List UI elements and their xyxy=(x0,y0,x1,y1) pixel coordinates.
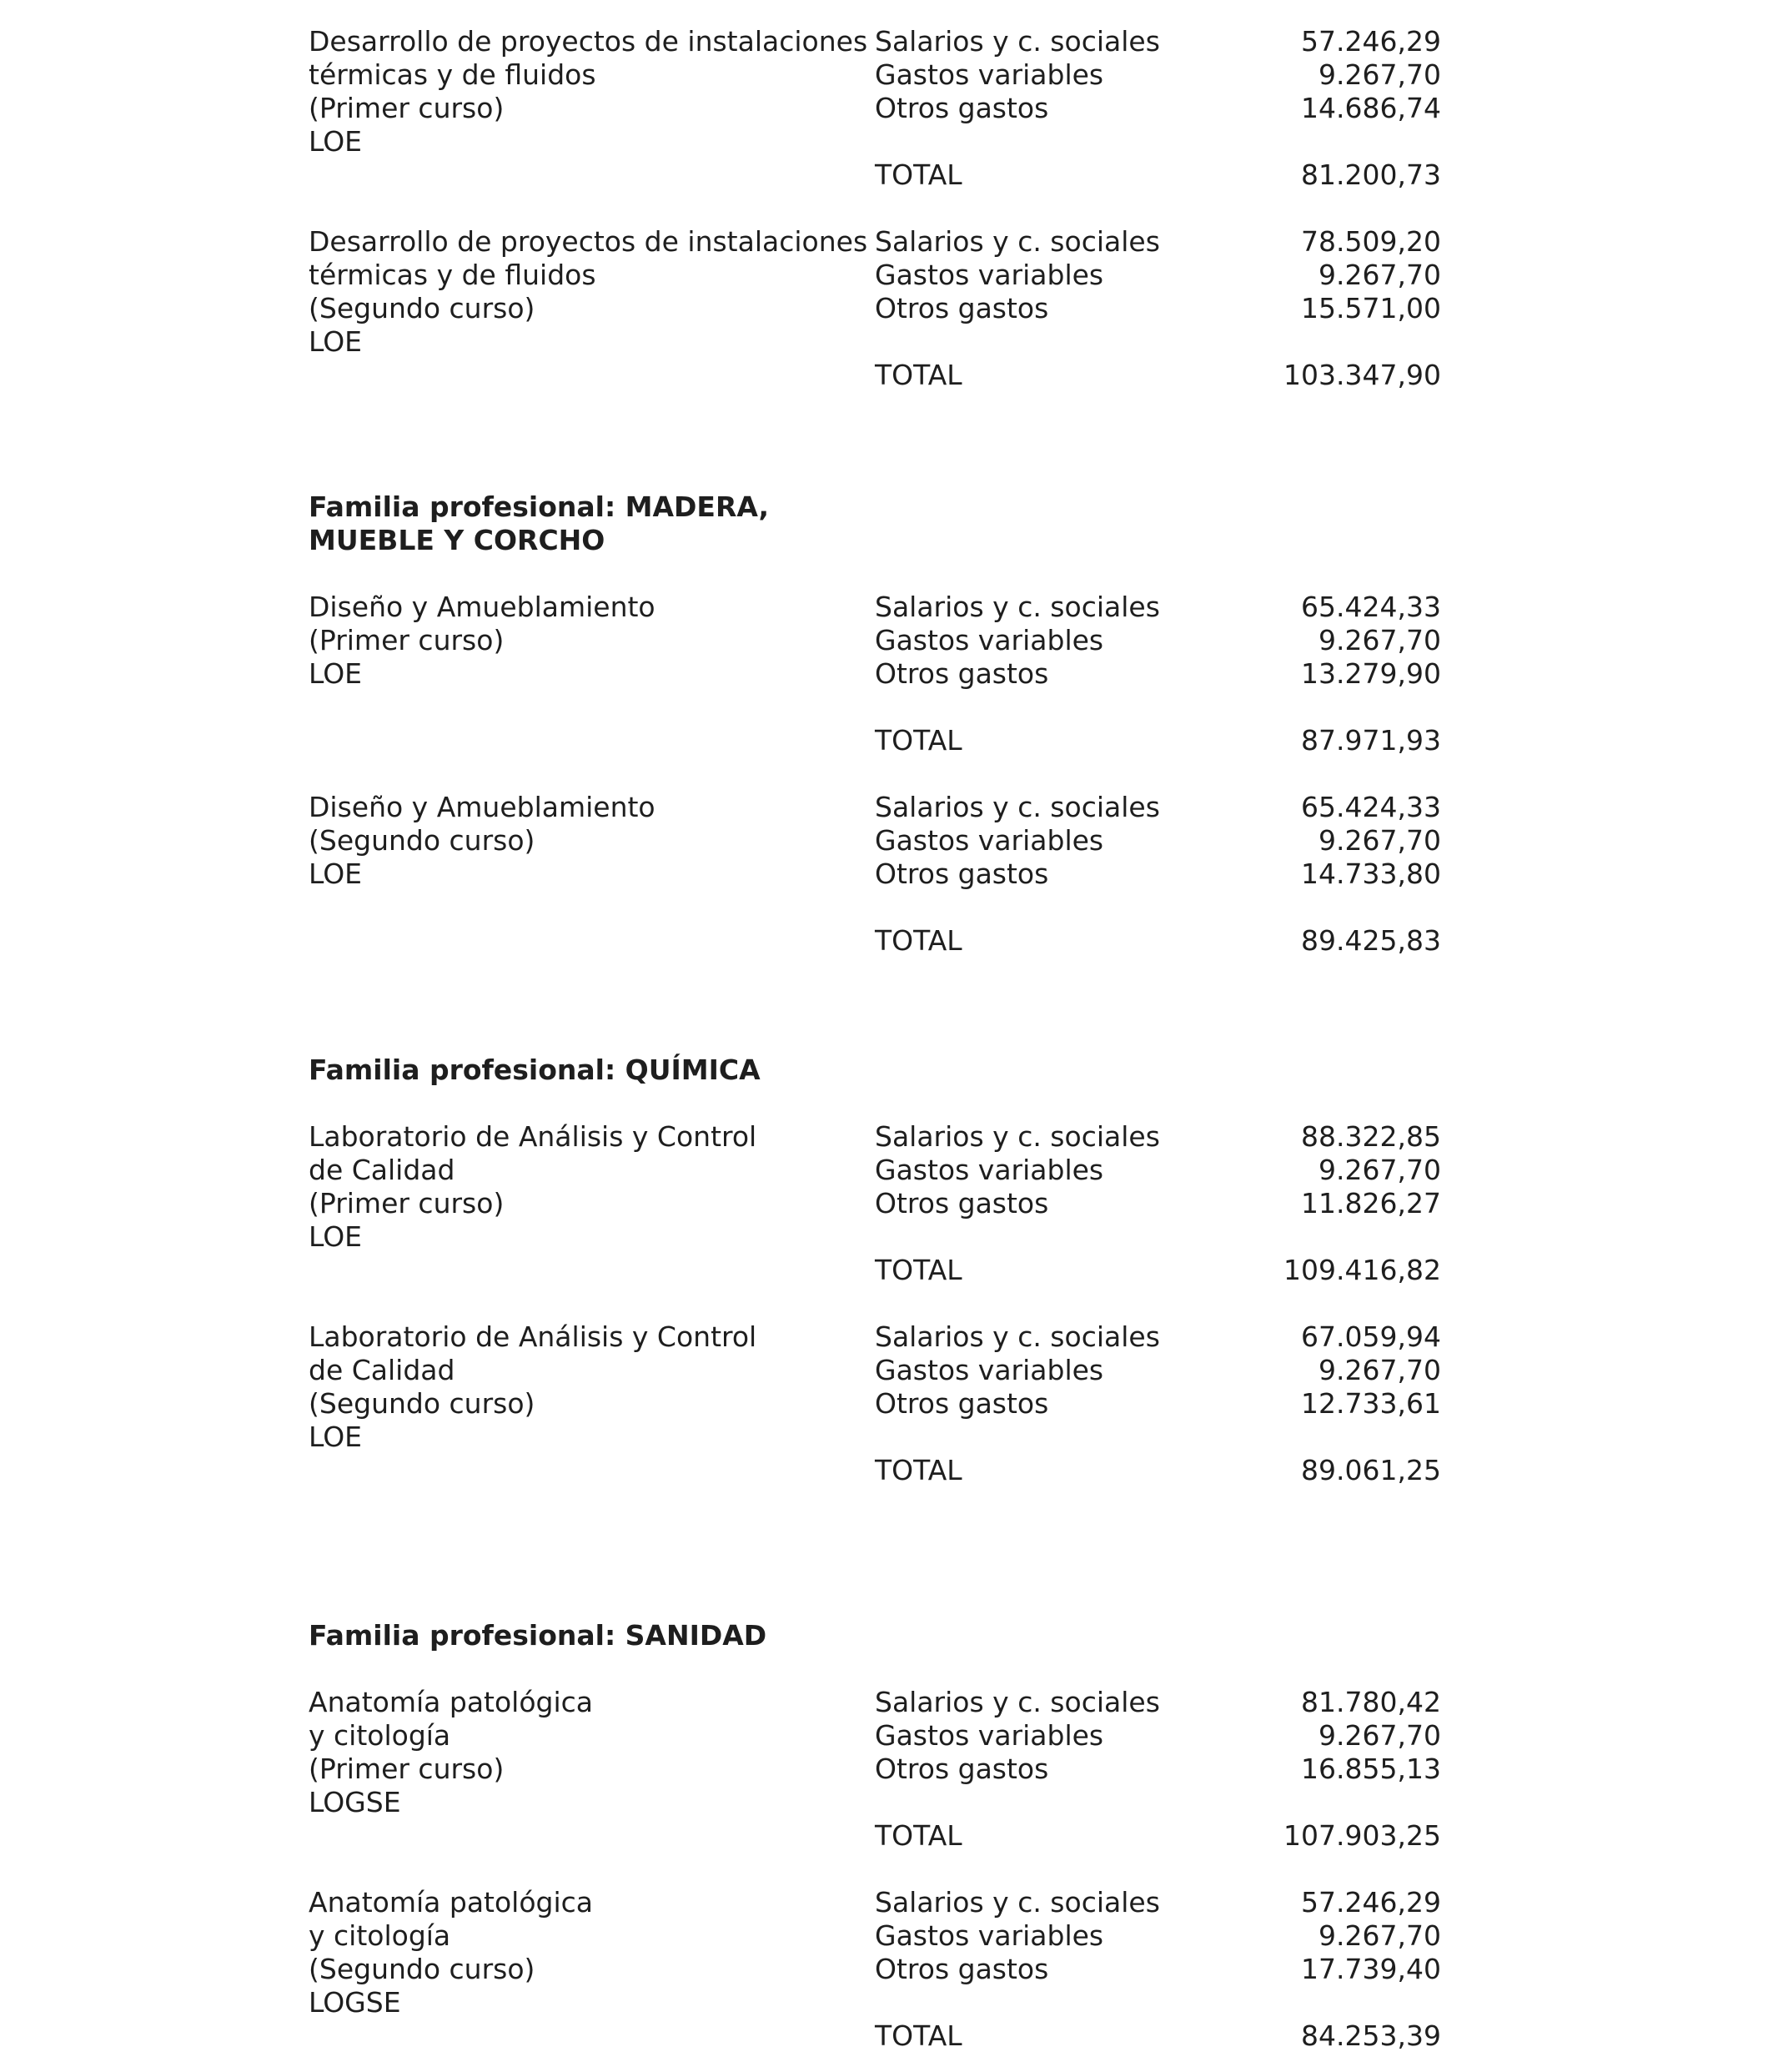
cost-amount: 17.739,40 xyxy=(1301,1953,1441,1985)
course-detail: (Segundo curso) xyxy=(309,1387,535,1420)
cost-amount: 81.780,42 xyxy=(1301,1686,1441,1718)
total-label: TOTAL xyxy=(875,1254,962,1286)
course-detail: térmicas y de fluidos xyxy=(309,259,596,291)
course-detail: (Segundo curso) xyxy=(309,824,535,857)
course-detail: LOE xyxy=(309,125,363,158)
course-name: Desarrollo de proyectos de instalaciones xyxy=(309,225,868,258)
course-detail: LOE xyxy=(309,657,363,690)
total-label: TOTAL xyxy=(875,158,962,191)
cost-amount: 16.855,13 xyxy=(1301,1753,1441,1785)
cost-amount: 9.267,70 xyxy=(1318,1919,1441,1952)
cost-label: Gastos variables xyxy=(875,624,1104,656)
cost-label: Salarios y c. sociales xyxy=(875,1886,1160,1919)
cost-amount: 9.267,70 xyxy=(1318,259,1441,291)
cost-label: Otros gastos xyxy=(875,1953,1049,1985)
cost-label: Otros gastos xyxy=(875,857,1049,890)
total-label: TOTAL xyxy=(875,1819,962,1852)
course-detail: y citología xyxy=(309,1919,451,1952)
course-name: Laboratorio de Análisis y Control xyxy=(309,1320,757,1353)
cost-label: Salarios y c. sociales xyxy=(875,1120,1160,1153)
course-detail: LOGSE xyxy=(309,1986,401,2019)
cost-label: Otros gastos xyxy=(875,1753,1049,1785)
total-label: TOTAL xyxy=(875,1454,962,1486)
course-name: Anatomía patológica xyxy=(309,1686,594,1718)
cost-amount: 9.267,70 xyxy=(1318,1154,1441,1186)
cost-label: Salarios y c. sociales xyxy=(875,1686,1160,1718)
cost-label: Gastos variables xyxy=(875,259,1104,291)
cost-label: Gastos variables xyxy=(875,1154,1104,1186)
course-detail: (Primer curso) xyxy=(309,92,505,124)
cost-label: Otros gastos xyxy=(875,1187,1049,1220)
section-heading: Familia profesional: QUÍMICA xyxy=(309,1054,761,1086)
total-amount: 89.061,25 xyxy=(1301,1454,1441,1486)
cost-label: Otros gastos xyxy=(875,1387,1049,1420)
course-detail: (Segundo curso) xyxy=(309,292,535,324)
cost-amount: 9.267,70 xyxy=(1318,624,1441,656)
cost-label: Gastos variables xyxy=(875,824,1104,857)
total-label: TOTAL xyxy=(875,2019,962,2052)
total-amount: 89.425,83 xyxy=(1301,924,1441,957)
section-heading: Familia profesional: MADERA, xyxy=(309,490,770,523)
course-detail: (Segundo curso) xyxy=(309,1953,535,1985)
total-amount: 109.416,82 xyxy=(1283,1254,1441,1286)
cost-amount: 15.571,00 xyxy=(1301,292,1441,324)
total-amount: 84.253,39 xyxy=(1301,2019,1441,2052)
course-detail: LOE xyxy=(309,1220,363,1253)
course-detail: (Primer curso) xyxy=(309,1187,505,1220)
course-detail: LOE xyxy=(309,325,363,358)
cost-label: Gastos variables xyxy=(875,1919,1104,1952)
course-detail: LOGSE xyxy=(309,1786,401,1818)
total-label: TOTAL xyxy=(875,359,962,391)
total-amount: 81.200,73 xyxy=(1301,158,1441,191)
course-name: Anatomía patológica xyxy=(309,1886,594,1919)
cost-label: Otros gastos xyxy=(875,657,1049,690)
section-heading: Familia profesional: SANIDAD xyxy=(309,1619,767,1652)
cost-label: Salarios y c. sociales xyxy=(875,1320,1160,1353)
cost-amount: 57.246,29 xyxy=(1301,1886,1441,1919)
total-label: TOTAL xyxy=(875,924,962,957)
course-detail: de Calidad xyxy=(309,1354,455,1386)
cost-amount: 11.826,27 xyxy=(1301,1187,1441,1220)
course-detail: térmicas y de fluidos xyxy=(309,58,596,91)
course-name: Desarrollo de proyectos de instalaciones xyxy=(309,25,868,58)
cost-amount: 78.509,20 xyxy=(1301,225,1441,258)
cost-amount: 57.246,29 xyxy=(1301,25,1441,58)
total-amount: 103.347,90 xyxy=(1283,359,1441,391)
course-detail: de Calidad xyxy=(309,1154,455,1186)
course-name: Diseño y Amueblamiento xyxy=(309,591,655,623)
cost-label: Salarios y c. sociales xyxy=(875,225,1160,258)
cost-label: Gastos variables xyxy=(875,58,1104,91)
cost-label: Salarios y c. sociales xyxy=(875,791,1160,823)
cost-amount: 13.279,90 xyxy=(1301,657,1441,690)
cost-amount: 65.424,33 xyxy=(1301,791,1441,823)
course-detail: LOE xyxy=(309,857,363,890)
section-heading: MUEBLE Y CORCHO xyxy=(309,524,605,556)
cost-amount: 12.733,61 xyxy=(1301,1387,1441,1420)
cost-label: Otros gastos xyxy=(875,92,1049,124)
cost-amount: 9.267,70 xyxy=(1318,58,1441,91)
total-amount: 87.971,93 xyxy=(1301,724,1441,757)
cost-label: Otros gastos xyxy=(875,292,1049,324)
total-label: TOTAL xyxy=(875,724,962,757)
cost-amount: 9.267,70 xyxy=(1318,1354,1441,1386)
course-name: Diseño y Amueblamiento xyxy=(309,791,655,823)
cost-amount: 88.322,85 xyxy=(1301,1120,1441,1153)
course-detail: y citología xyxy=(309,1719,451,1752)
cost-amount: 9.267,70 xyxy=(1318,1719,1441,1752)
course-detail: LOE xyxy=(309,1421,363,1453)
cost-amount: 65.424,33 xyxy=(1301,591,1441,623)
cost-amount: 14.733,80 xyxy=(1301,857,1441,890)
course-detail: (Primer curso) xyxy=(309,624,505,656)
cost-label: Salarios y c. sociales xyxy=(875,591,1160,623)
cost-label: Gastos variables xyxy=(875,1354,1104,1386)
course-detail: (Primer curso) xyxy=(309,1753,505,1785)
cost-amount: 9.267,70 xyxy=(1318,824,1441,857)
cost-amount: 67.059,94 xyxy=(1301,1320,1441,1353)
cost-amount: 14.686,74 xyxy=(1301,92,1441,124)
total-amount: 107.903,25 xyxy=(1283,1819,1441,1852)
cost-label: Salarios y c. sociales xyxy=(875,25,1160,58)
course-name: Laboratorio de Análisis y Control xyxy=(309,1120,757,1153)
cost-label: Gastos variables xyxy=(875,1719,1104,1752)
